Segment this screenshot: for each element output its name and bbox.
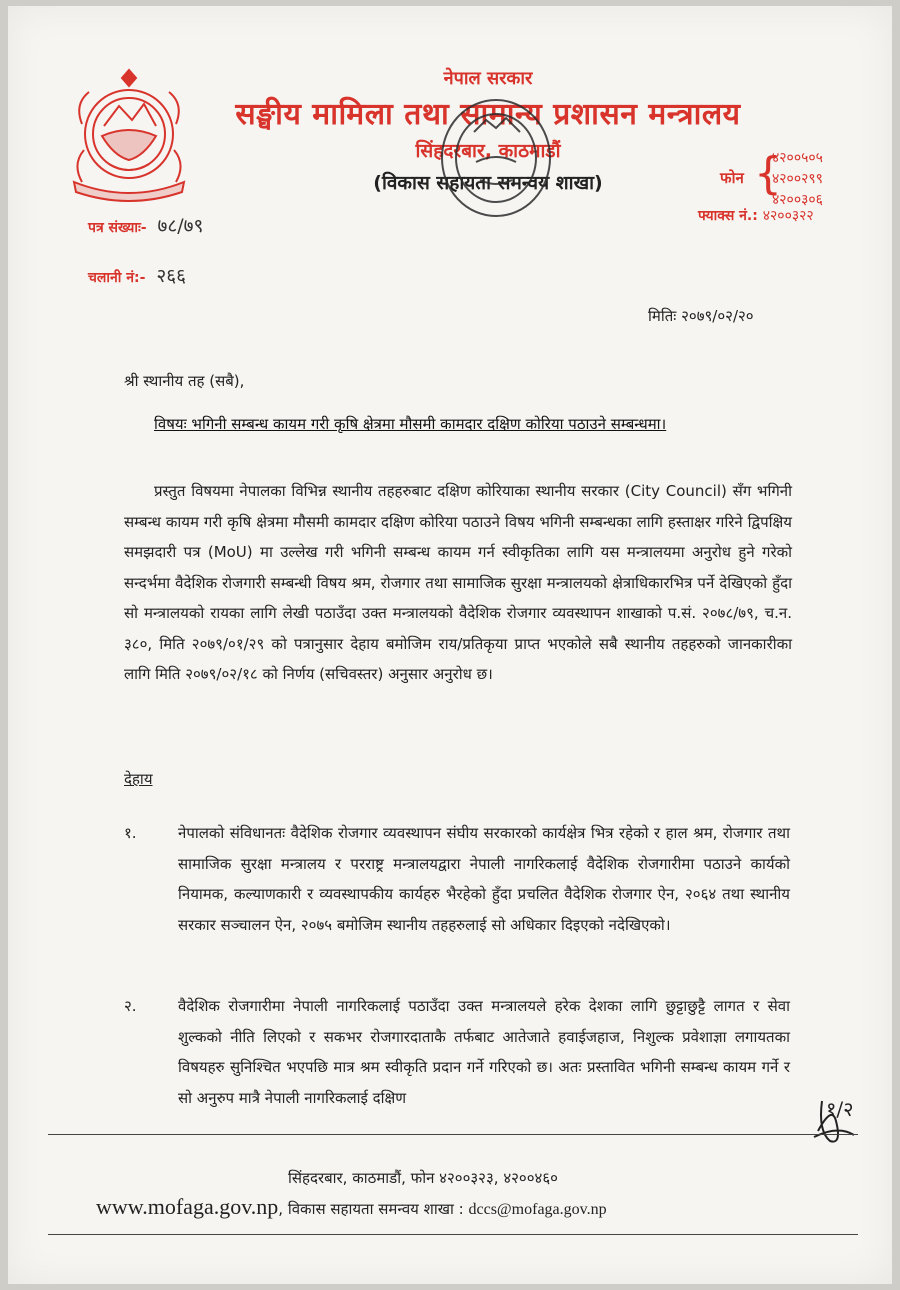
addressee: श्री स्थानीय तह (सबै), xyxy=(124,372,245,390)
brace-icon: { xyxy=(754,148,782,199)
dispatch-value: २६६ xyxy=(156,265,186,287)
branch-name: (विकास सहायता समन्वय शाखा) xyxy=(373,172,603,194)
ministry-name: सङ्घीय मामिला तथा सामान्य प्रशासन मन्त्रालय xyxy=(235,97,741,132)
dispatch-label: चलानी नं:- xyxy=(88,270,146,286)
list-item-number: १. xyxy=(124,824,137,842)
reference-label: पत्र संख्याः- xyxy=(88,220,147,236)
list-item: नेपालको संविधानतः वैदेशिक रोजगार व्यवस्थापन संघीय सरकारको कार्यक्षेत्र भित्र रहेको र हाल श्रम, रोजगार तथा सामाजिक सुरक्षा मन्त्रालय र परराष्ट्र मन्त्रालयद्वारा नेपाली नागरिकलाई वैदेशिक रोजगारीमा पठाउने कार्यको नियामक, कल्याणकारी र व्यवस्थापकीय कार्यहरु भैरहेको हुँदा प्रचलित वैदेशिक रोजगार ऐन, २०६४ तथा स्थानीय सरकार सञ्चालन ऐन, २०७५ बमोजिम स्थानीय तहहरुलाई सो अधिकार दिइएको नदेखिएको। xyxy=(178,824,790,934)
website-link[interactable]: www.mofaga.gov.np xyxy=(96,1194,279,1219)
letter-date: मितिः २०७९/०२/२० xyxy=(648,307,754,325)
footer-bottom-divider xyxy=(48,1234,858,1235)
phone-number: ४२००३०६ xyxy=(772,192,823,208)
body-text: प्रस्तुत विषयमा नेपालका विभिन्न स्थानीय तहहरुबाट दक्षिण कोरियाका स्थानीय सरकार (City Council) सँग भगिनी सम्बन्ध कायम गरी कृषि क्षेत्रमा मौसमी कामदार दक्षिण कोरिया पठाउने विषय भगिनी सम्बन्धका लागि हस्ताक्षर गरिने द्विपक्षिय समझदारी पत्र (MoU) मा उल्लेख गरी भगिनी सम्बन्ध कायम गर्न स्वीकृतिका लागि यस मन्त्रालयमा अनुरोध हुने गरेको सन्दर्भमा वैदेशिक रोजगारी सम्बन्धी विषय श्रम, रोजगार तथा सामाजिक सुरक्षा मन्त्रालयको क्षेत्राधिकारभित्र पर्ने देखिएको हुँदा सो मन्त्रालयको रायका लागि लेखी पठाउँदा उक्त मन्त्रालयको वैदेशिक रोजगार व्यवस्थापन शाखाको प.सं. २०७८/७९, च.न. ३८०, मिति २०७९/०१/२९ को पत्रानुसार देहाय बमोजिम राय/प्रतिकृया प्राप्त भएकोले सबै स्थानीय तहहरुको जानकारीका लागि मिति २०७९/०२/१८ को निर्णय (सचिवस्तर) अनुसार अनुरोध छ। xyxy=(124,482,792,683)
phone-number: ४२००५०५ xyxy=(772,150,823,166)
reference-number xyxy=(88,212,203,238)
branch-email-label: , विकास सहायता समन्वय शाखा : xyxy=(278,1200,464,1218)
footer-address: सिंहदरबार, काठमाडौं, फोन ४२००३२३, ४२००४६० xyxy=(288,1169,558,1187)
fax-value: ४२००३२२ xyxy=(762,208,814,224)
body-paragraph xyxy=(124,476,792,690)
nepal-emblem-icon xyxy=(64,64,194,204)
reference-value: ७८/७९ xyxy=(157,215,204,237)
fax-number xyxy=(698,206,814,225)
phone-label: फोन xyxy=(720,169,744,187)
email-link[interactable]: dccs@mofaga.gov.np xyxy=(468,1201,607,1218)
list-item-number: २. xyxy=(124,997,137,1015)
letter-page xyxy=(8,6,892,1284)
list-heading: देहाय xyxy=(124,770,153,788)
fax-label: फ्याक्स नं.: xyxy=(698,208,758,224)
page-number: १/२ xyxy=(826,1097,854,1121)
ministry-location: सिंहदरबार, काठमाडौं xyxy=(415,140,561,162)
official-seal-stamp-icon xyxy=(436,92,556,222)
phone-number: ४२००२९९ xyxy=(772,171,823,187)
dispatch-number xyxy=(88,262,186,288)
footer-contact xyxy=(96,1194,607,1220)
subject-line: विषयः भगिनी सम्बन्ध कायम गरी कृषि क्षेत्रमा मौसमी कामदार दक्षिण कोरिया पठाउने सम्बन्धमा। xyxy=(154,415,667,433)
footer-divider xyxy=(48,1134,858,1135)
government-name: नेपाल सरकार xyxy=(443,68,533,89)
list-item: वैदेशिक रोजगारीमा नेपाली नागरिकलाई पठाउँदा उक्त मन्त्रालयले हरेक देशका लागि छुट्टाछुट्टै लागत र सेवा शुल्कको नीति लिएको र सकभर रोजगारदाताकै तर्फबाट आतेजाते हवाईजहाज, निशुल्क प्रवेशाज्ञा लगायतका विषयहरु सुनिश्चित भएपछि मात्र श्रम स्वीकृति प्रदान गर्ने गरिएको छ। अतः प्रस्तावित भगिनी सम्बन्ध कायम गर्ने र सो अनुरुप मात्रै नेपाली नागरिकलाई दक्षिण xyxy=(178,997,790,1107)
